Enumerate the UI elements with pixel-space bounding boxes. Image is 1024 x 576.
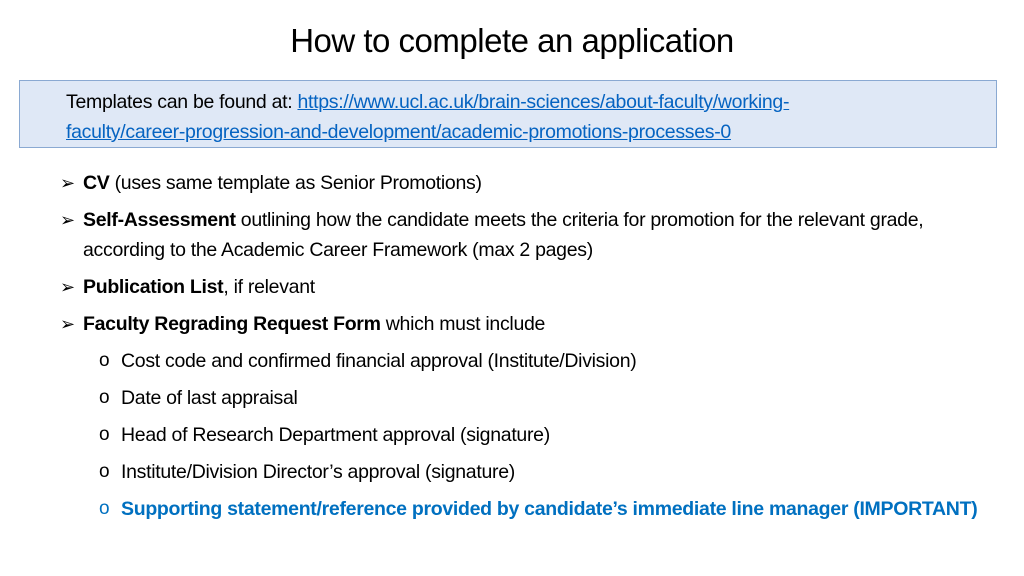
item-text: (uses same template as Senior Promotions): [109, 172, 482, 194]
subitem-cost-code: [60, 346, 1010, 376]
subitem-text: Head of Research Department approval (signature): [121, 424, 550, 446]
arrow-bullet-icon: ➢: [60, 210, 75, 230]
arrow-bullet-icon: ➢: [60, 173, 75, 193]
templates-text: [66, 87, 990, 147]
subitem-text: Cost code and confirmed financial approval (Institute/Division): [121, 350, 637, 372]
arrow-bullet-icon: ➢: [60, 314, 75, 334]
circle-bullet-icon: o: [99, 461, 110, 482]
page-title: How to complete an application: [290, 22, 734, 59]
list-item-cv: [60, 168, 1010, 198]
templates-box: [19, 80, 997, 148]
circle-bullet-icon: o: [99, 350, 110, 371]
requirements-list: [60, 168, 1010, 531]
arrow-bullet-icon: ➢: [60, 277, 75, 297]
item-title: Faculty Regrading Request Form: [83, 313, 381, 335]
item-title: Self-Assessment: [83, 209, 236, 231]
item-text: which must include: [380, 313, 546, 335]
templates-link-line1[interactable]: https://www.ucl.ac.uk/brain-sciences/about-faculty/working-: [297, 91, 790, 113]
circle-bullet-icon: o: [99, 387, 110, 408]
item-text: , if relevant: [223, 276, 315, 298]
subitem-appraisal: [60, 383, 1010, 413]
circle-bullet-icon: o: [99, 498, 110, 519]
subitem-text: Date of last appraisal: [121, 387, 298, 409]
list-item-regrading-form: [60, 309, 1010, 339]
subitem-director-approval: [60, 457, 1010, 487]
templates-link-line2[interactable]: faculty/career-progression-and-development/academic-promotions-processes-0: [66, 121, 731, 143]
item-text: outlining how the candidate meets the criteria for promotion for the relevant grade, according to the Academic Career Framework (max 2 pages): [83, 209, 924, 261]
circle-bullet-icon: o: [99, 424, 110, 445]
list-item-self-assessment: [60, 205, 1010, 265]
templates-prefix: Templates can be found at:: [66, 91, 298, 113]
subitem-supporting-statement: [60, 494, 1010, 524]
subitem-head-approval: [60, 420, 1010, 450]
item-title: Publication List: [83, 276, 224, 298]
subitem-text: Supporting statement/reference provided by candidate’s immediate line manager (IMPORTANT): [121, 498, 978, 520]
list-item-publication-list: [60, 272, 1010, 302]
subitem-text: Institute/Division Director’s approval (signature): [121, 461, 515, 483]
item-title: CV: [83, 172, 110, 194]
